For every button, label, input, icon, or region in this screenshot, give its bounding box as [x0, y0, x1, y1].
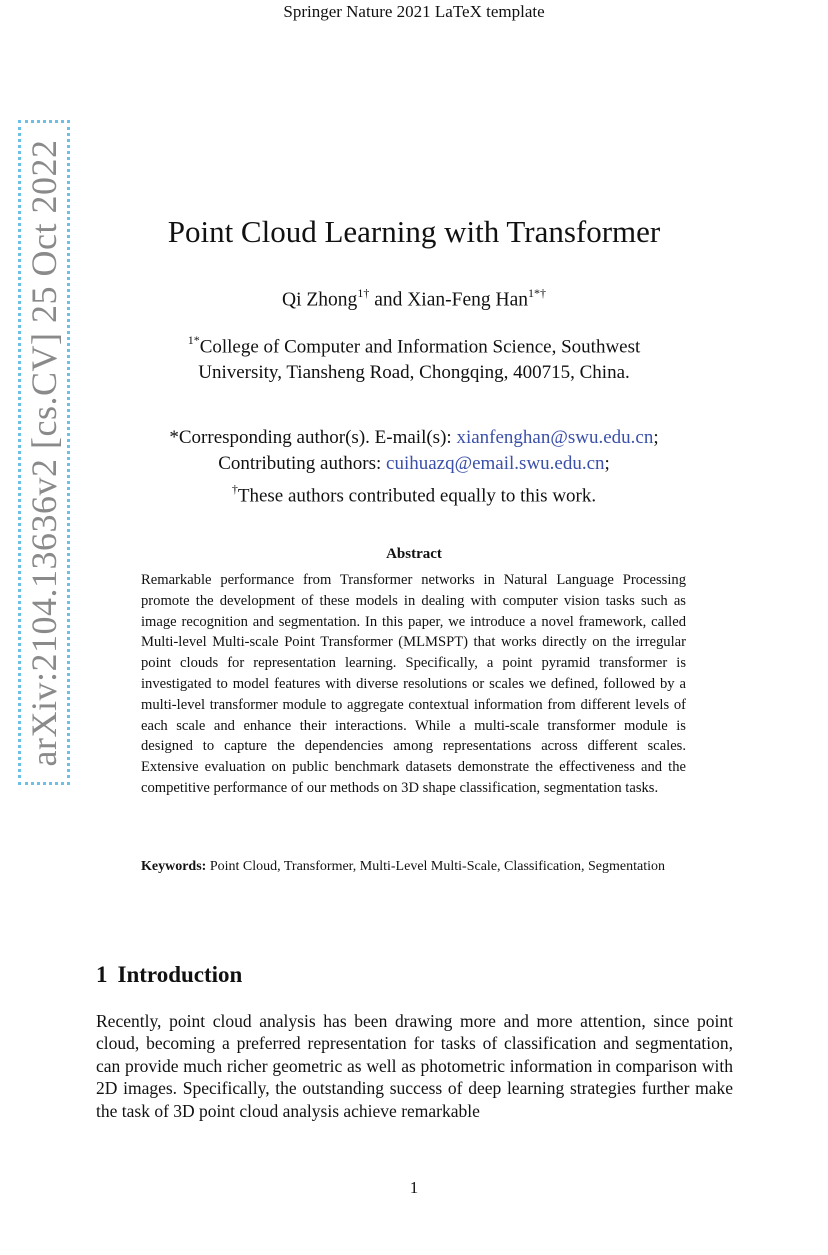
- section-title: Introduction: [117, 962, 243, 987]
- introduction-paragraph: Recently, point cloud analysis has been drawing more and more attention, since point cloud, becoming a preferred representation for tasks of classification and segmentation, can provide much richer geometric as well as photometric information in comparison with 2D images. Specifically, the outstanding success of deep learning strategies further make the task of 3D point cloud analysis achieve remarkable: [96, 1011, 733, 1121]
- author-conjunction: and: [369, 289, 408, 311]
- page-number: 1: [409, 1178, 419, 1197]
- author-superscript: 1†: [357, 286, 370, 300]
- contact-block: [0, 425, 828, 509]
- affiliation-line: University, Tiansheng Road, Chongqing, 400715, China.: [198, 362, 630, 384]
- abstract-text: Remarkable performance from Transformer networks in Natural Language Processing promote the development of these models in dealing with computer vision tasks such as image recognition and segmentation. In this paper, we introduce a novel framework, called Multi-level Multi-scale Point Transformer (MLMSPT) that works directly on the irregular point clouds for representation learning. Specifically, a point pyramid transformer is investigated to model features with diverse resolutions or scales we defined, followed by a multi-level transformer module to aggregate contextual information from different levels of each scale and enhance their interactions. While a multi-scale transformer module is designed to capture the dependencies among representations across different scales. Extensive evaluation on public benchmark datasets demonstrate the effectiveness and the competitive performance of our methods on 3D shape classification, segmentation tasks.: [141, 572, 686, 796]
- author-name: Xian-Feng Han: [407, 289, 528, 311]
- keywords: [141, 857, 686, 876]
- corresponding-author-line: [0, 425, 828, 451]
- equal-contribution-note: [0, 477, 828, 509]
- keywords-label: Keywords:: [141, 859, 207, 874]
- paper-title: Point Cloud Learning with Transformer: [167, 214, 661, 249]
- affiliation-line: [0, 328, 828, 360]
- punctuation: ;: [604, 453, 610, 474]
- affiliation: [0, 328, 828, 386]
- contributing-label: Contributing authors:: [218, 453, 387, 474]
- punctuation: ;: [653, 427, 659, 448]
- contributing-email-link[interactable]: cuihuazq@email.swu.edu.cn: [386, 453, 605, 474]
- affiliation-text: College of Computer and Information Science, Southwest: [199, 336, 641, 358]
- contributing-authors-line: [0, 451, 828, 477]
- arxiv-identifier: arXiv:2104.13636v2 [cs.CV] 25 Oct 2022: [24, 139, 64, 766]
- abstract-heading: Abstract: [386, 546, 442, 562]
- section-number: 1: [96, 962, 108, 987]
- keywords-text: Point Cloud, Transformer, Multi-Level Multi-Scale, Classification, Segmentation: [206, 859, 665, 874]
- corresponding-email-link[interactable]: xianfenghan@swu.edu.cn: [456, 427, 654, 448]
- section-heading: [96, 962, 242, 988]
- equal-contribution-superscript: †: [231, 482, 238, 496]
- running-header: Springer Nature 2021 LaTeX template: [283, 2, 545, 21]
- equal-contribution-text: These authors contributed equally to this work.: [237, 485, 597, 507]
- author-superscript: 1*†: [527, 286, 546, 300]
- affiliation-superscript: 1*: [187, 333, 200, 347]
- author-line: [0, 287, 828, 312]
- corresponding-label: *Corresponding author(s). E-mail(s):: [169, 427, 457, 448]
- author-name: Qi Zhong: [282, 289, 358, 311]
